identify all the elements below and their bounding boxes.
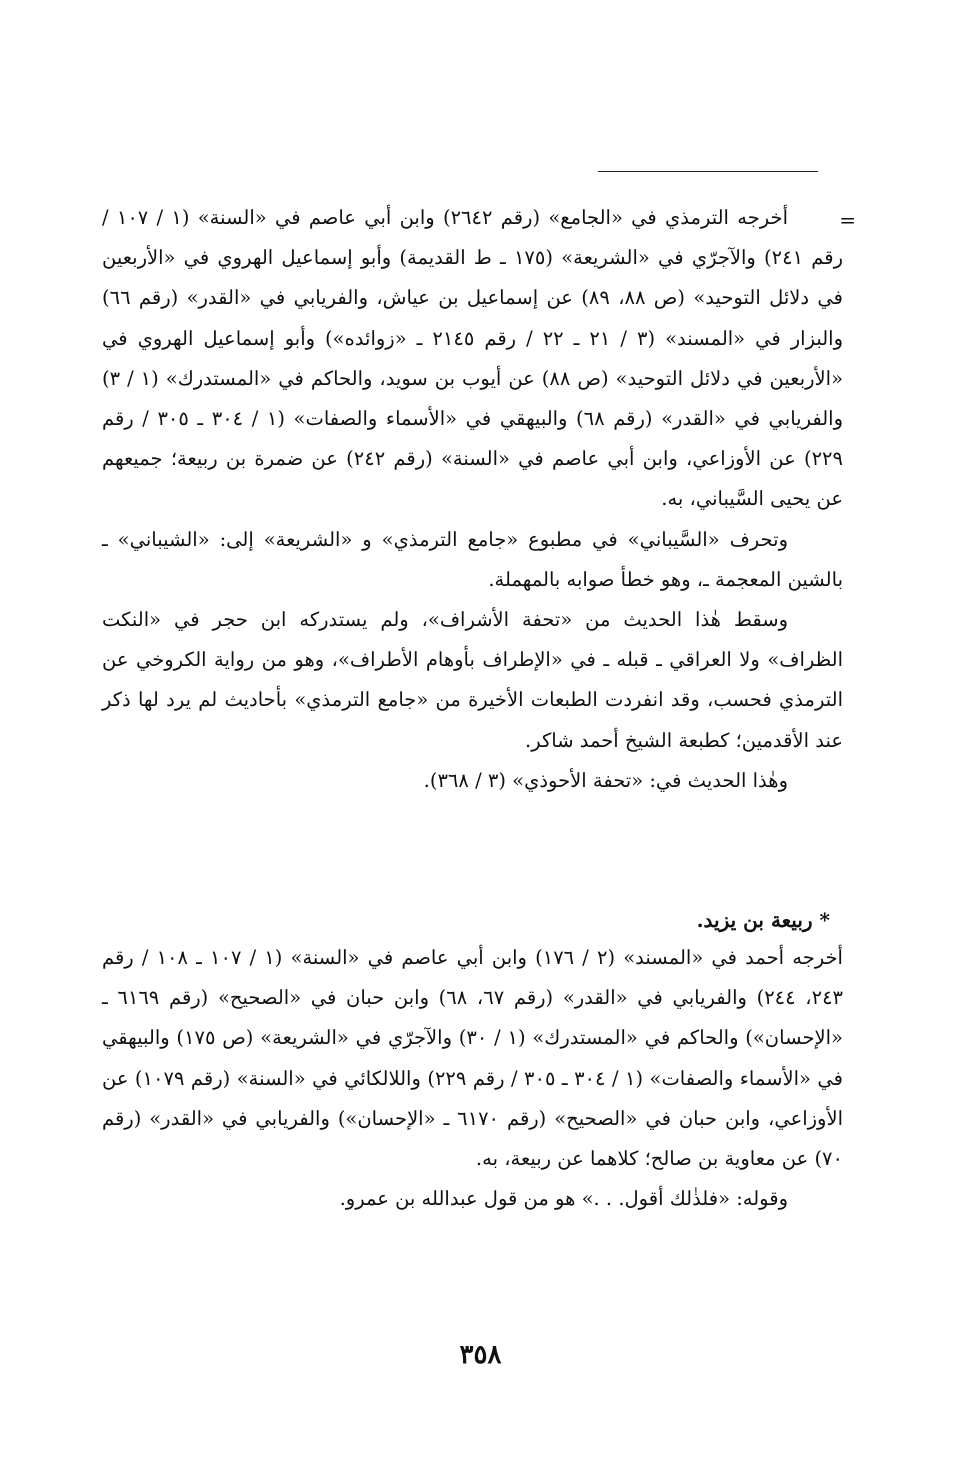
paragraph-takhrij-tirmidhi: أخرجه الترمذي في «الجامع» (رقم ٢٦٤٢) وابن أبي عاصم في «السنة» (١ / ١٠٧ / رقم ٢٤١) والآجرّي في «الشريعة» (١٧٥ ـ ط القديمة) وأبو إسماعيل الهروي في «الأربعين في دلائل التوحيد» (ص ٨٨، ٨٩) عن إسماعيل بن عياش، والفريابي في «القدر» (رقم ٦٦) والبزار في «المسند» (٣ / ٢١ ـ ٢٢ / رقم ٢١٤٥ ـ «زوائده») وأبو إسماعيل الهروي في «الأربعين في دلائل التوحيد» (ص ٨٨) عن أيوب بن سويد، والحاكم في «المستدرك» (١ / ٣) والفريابي في «القدر» (رقم ٦٨) والبيهقي في «الأسماء والصفات» (١ / ٣٠٤ ـ ٣٠٥ / رقم ٢٢٩) عن الأوزاعي، وابن أبي عاصم في «السنة» (رقم ٢٤٢) عن ضمرة بن ربيعة؛ جميعهم عن يحيى السَّيباني، به. bbox=[102, 206, 844, 511]
continuation-mark: = bbox=[839, 208, 856, 232]
paragraph-tuhfat-ahwadhi-ref: وهٰذا الحديث في: «تحفة الأحوذي» (٣ / ٣٦٨). bbox=[423, 768, 788, 792]
footnote-text-bottom bbox=[102, 938, 843, 1219]
section-heading-rabia: * ربيعة بن يزيد. bbox=[696, 908, 830, 932]
paragraph-takhrij-ahmad: أخرجه أحمد في «المسند» (٢ / ١٧٦) وابن أبي عاصم في «السنة» (١ / ١٠٧ ـ ١٠٨ / رقم ٢٤٣، ٢٤٤) والفريابي في «القدر» (رقم ٦٧، ٦٨) وابن حبان في «الصحيح» (رقم ٦١٦٩ ـ «الإحسان») والحاكم في «المستدرك» (١ / ٣٠) والآجرّي في «الشريعة» (ص ١٧٥) والبيهقي في «الأسماء والصفات» (١ / ٣٠٤ ـ ٣٠٥ / رقم ٢٢٩) واللالكائي في «السنة» (رقم ١٠٧٩) عن الأوزاعي، وابن حبان في «الصحيح» (رقم ٦١٧٠ ـ «الإحسان») والفريابي في «القدر» (رقم ٧٠) عن معاوية بن صالح؛ كلاهما عن ربيعة، به. bbox=[102, 946, 844, 1171]
paragraph-tuhfat-ashraf-note: وسقط هٰذا الحديث من «تحفة الأشراف»، ولم يستدركه ابن حجر في «النكت الظراف» ولا العراقي ـ قبله ـ في «الإطراف بأوهام الأطراف»، وهو من رواية الكروخي عن الترمذي فحسب، وقد انفردت الطبعات الأخيرة من «جامع الترمذي» بأحاديث لم يرد لها ذكر عند الأقدمين؛ كطبعة الشيخ أحمد شاكر. bbox=[102, 608, 843, 752]
page-number: ٣٥٨ bbox=[459, 1340, 502, 1370]
paragraph-tahrif-note: وتحرف «السَّيباني» في مطبوع «جامع الترمذي» و «الشريعة» إلى: «الشيباني» ـ بالشين المعجمة ـ، وهو خطأ صوابه بالمهملة. bbox=[102, 527, 843, 591]
footnote-text-top bbox=[102, 198, 843, 801]
footnote-separator-rule bbox=[598, 171, 818, 172]
paragraph-qawluhu-note: وقوله: «فلذٰلك أقول. . .» هو من قول عبدالله بن عمرو. bbox=[339, 1187, 788, 1211]
